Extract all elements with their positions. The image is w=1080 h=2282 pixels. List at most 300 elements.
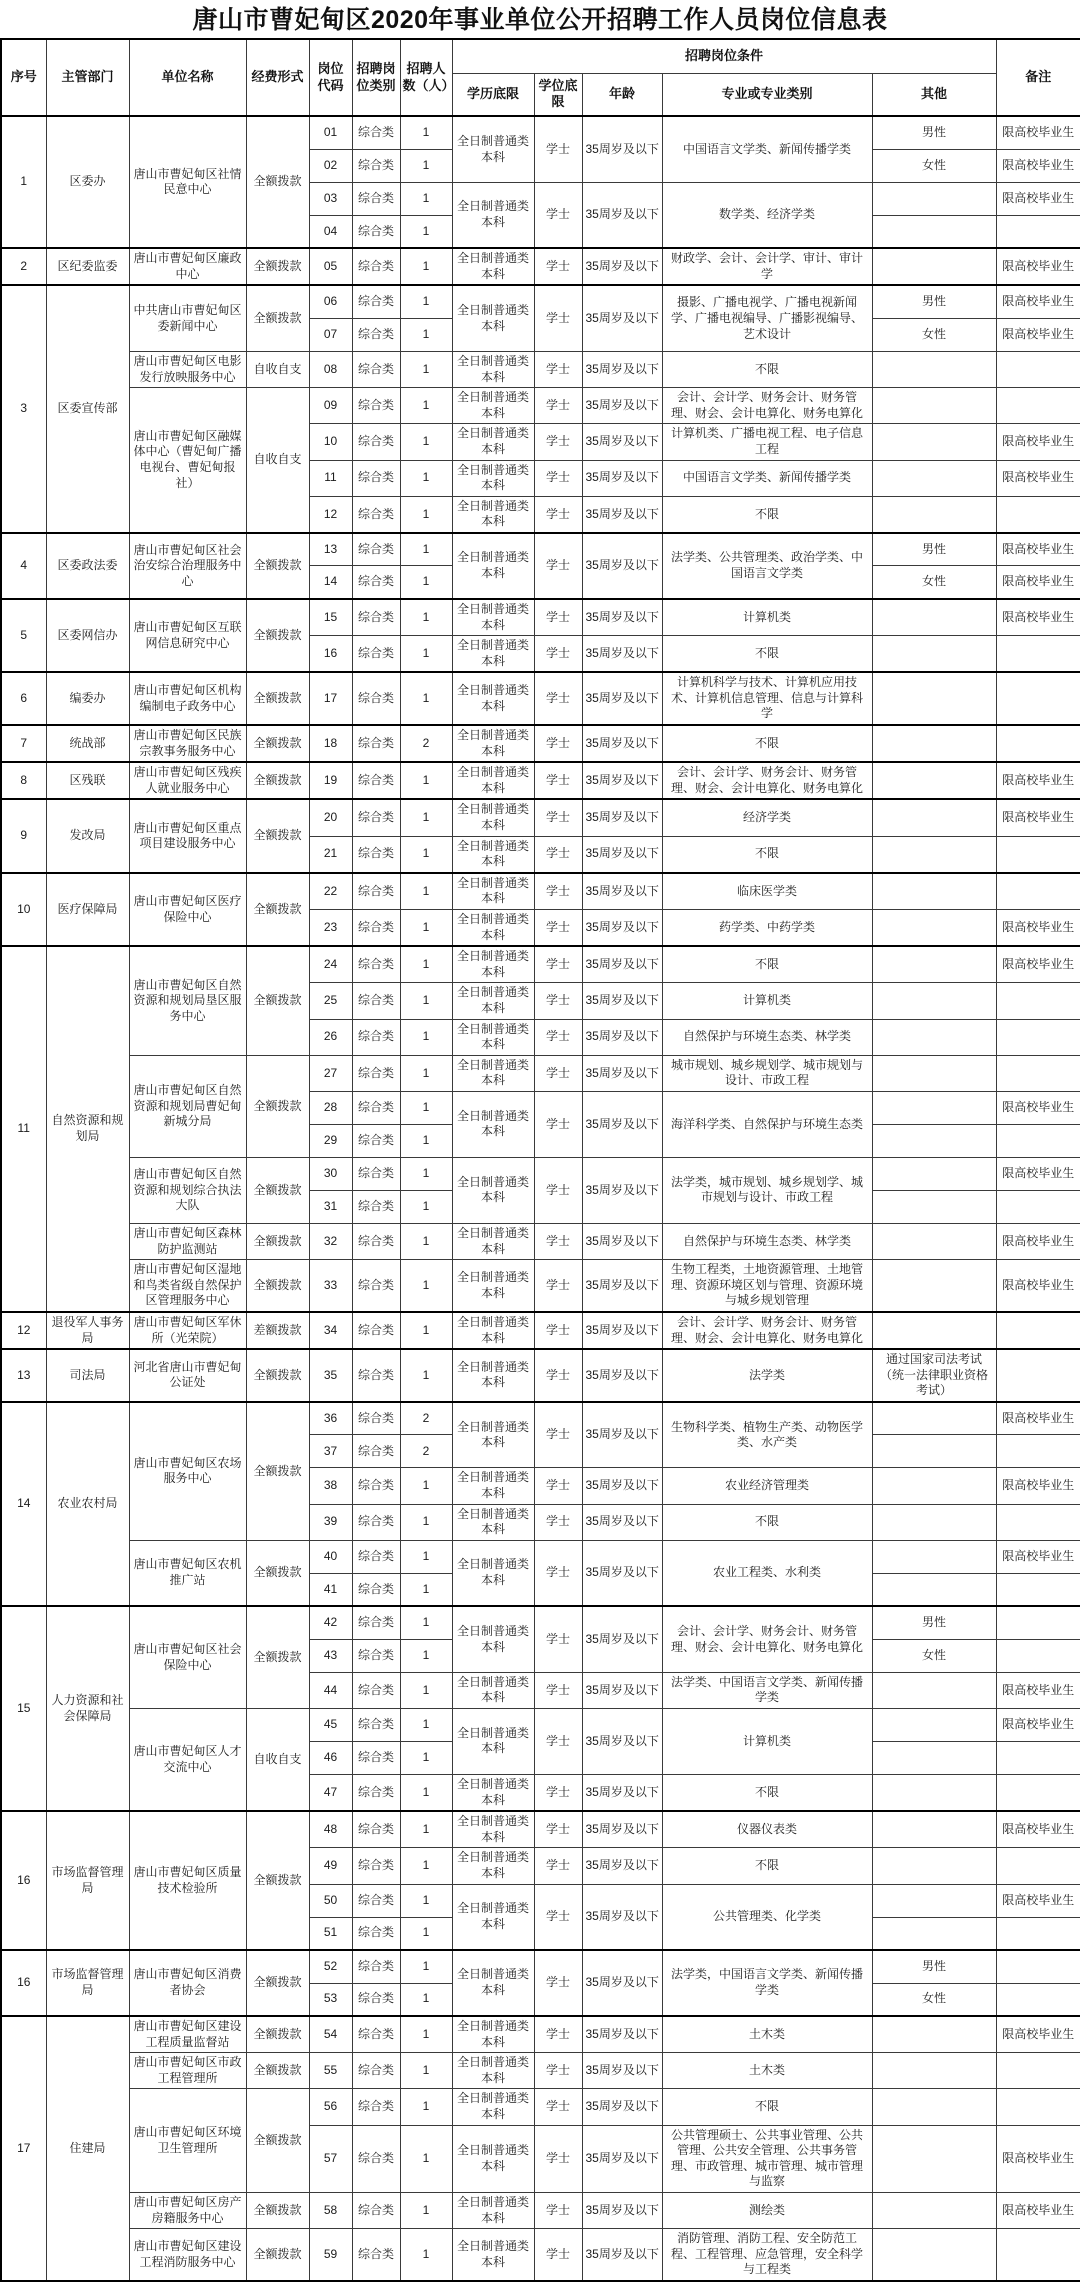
cell-code: 30 [309, 1157, 352, 1190]
cell-unit: 唐山市曹妃甸区湿地和鸟类省级自然保护区管理服务中心 [129, 1260, 246, 1312]
cell-no: 17 [1, 2016, 46, 2281]
cell-no: 8 [1, 762, 46, 799]
cell-other: 女性 [872, 1639, 996, 1672]
position-row [1, 672, 1080, 725]
cell-code: 06 [309, 285, 352, 318]
cell-remark: 限高校毕业生 [996, 1223, 1080, 1259]
cell-remark [996, 1639, 1080, 1672]
cell-other [872, 2016, 996, 2053]
header-dept: 主管部门 [46, 39, 129, 116]
cell-category: 综合类 [352, 1312, 400, 1349]
cell-unit: 唐山市曹妃甸区建设工程质量监督站 [129, 2016, 246, 2053]
cell-code: 32 [309, 1223, 352, 1259]
cell-degree: 学士 [534, 946, 582, 983]
cell-funding: 全额拨款 [246, 116, 309, 248]
cell-remark [996, 2053, 1080, 2089]
cell-degree: 学士 [534, 533, 582, 599]
cell-count: 1 [400, 1091, 452, 1124]
cell-count: 1 [400, 1573, 452, 1606]
cell-degree: 学士 [534, 1504, 582, 1540]
cell-code: 07 [309, 318, 352, 351]
cell-degree: 学士 [534, 1468, 582, 1504]
cell-count: 1 [400, 1312, 452, 1349]
cell-category: 综合类 [352, 1811, 400, 1848]
cell-funding: 全额拨款 [246, 1349, 309, 1402]
cell-count: 1 [400, 836, 452, 873]
cell-other [872, 762, 996, 799]
cell-other [872, 1402, 996, 1435]
cell-degree: 学士 [534, 2125, 582, 2192]
cell-code: 46 [309, 1741, 352, 1774]
cell-dept: 发改局 [46, 799, 129, 872]
cell-code: 08 [309, 351, 352, 387]
cell-remark [996, 1983, 1080, 2016]
cell-category: 综合类 [352, 1435, 400, 1468]
cell-degree: 学士 [534, 285, 582, 351]
cell-degree: 学士 [534, 1312, 582, 1349]
cell-code: 02 [309, 149, 352, 182]
cell-category: 综合类 [352, 1573, 400, 1606]
cell-edu: 全日制普通类本科 [452, 388, 534, 424]
position-row [1, 1950, 1080, 1983]
cell-count: 1 [400, 215, 452, 248]
cell-degree: 学士 [534, 836, 582, 873]
cell-degree: 学士 [534, 2053, 582, 2089]
cell-count: 1 [400, 1157, 452, 1190]
cell-major: 会计、会计学、财务会计、财务管理、财会、会计电算化、财务电算化 [662, 762, 872, 799]
cell-dept: 市场监督管理局 [46, 1811, 129, 1950]
cell-edu: 全日制普通类本科 [452, 1468, 534, 1504]
cell-major: 测绘类 [662, 2192, 872, 2228]
cell-unit: 唐山市曹妃甸区电影发行放映服务中心 [129, 351, 246, 387]
cell-count: 1 [400, 1917, 452, 1950]
cell-code: 31 [309, 1190, 352, 1223]
cell-funding: 全额拨款 [246, 2016, 309, 2053]
cell-edu: 全日制普通类本科 [452, 424, 534, 460]
cell-other [872, 672, 996, 725]
cell-code: 26 [309, 1019, 352, 1055]
cell-remark: 限高校毕业生 [996, 946, 1080, 983]
cell-degree: 学士 [534, 1402, 582, 1468]
cell-degree: 学士 [534, 725, 582, 762]
cell-edu: 全日制普通类本科 [452, 248, 534, 285]
cell-degree: 学士 [534, 1811, 582, 1848]
cell-count: 1 [400, 873, 452, 910]
cell-code: 05 [309, 248, 352, 285]
header-edu: 学历底限 [452, 73, 534, 116]
header-conditions: 招聘岗位条件 [452, 39, 996, 73]
cell-edu: 全日制普通类本科 [452, 351, 534, 387]
cell-remark [996, 2229, 1080, 2281]
cell-remark: 限高校毕业生 [996, 116, 1080, 149]
cell-category: 综合类 [352, 388, 400, 424]
cell-category: 综合类 [352, 2192, 400, 2228]
cell-edu: 全日制普通类本科 [452, 2089, 534, 2125]
header-no: 序号 [1, 39, 46, 116]
position-row [1, 1811, 1080, 1848]
cell-category: 综合类 [352, 762, 400, 799]
cell-no: 5 [1, 599, 46, 672]
cell-code: 58 [309, 2192, 352, 2228]
cell-code: 36 [309, 1402, 352, 1435]
cell-remark [996, 725, 1080, 762]
cell-major: 不限 [662, 1504, 872, 1540]
cell-major: 土木类 [662, 2053, 872, 2089]
cell-count: 1 [400, 2229, 452, 2281]
position-row [1, 762, 1080, 799]
cell-other [872, 910, 996, 947]
cell-category: 综合类 [352, 1091, 400, 1124]
cell-category: 综合类 [352, 1741, 400, 1774]
cell-edu: 全日制普通类本科 [452, 762, 534, 799]
cell-edu: 全日制普通类本科 [452, 2125, 534, 2192]
cell-dept: 司法局 [46, 1349, 129, 1402]
cell-degree: 学士 [534, 636, 582, 673]
cell-age: 35周岁及以下 [582, 1157, 662, 1223]
cell-unit: 唐山市曹妃甸区自然资源和规划综合执法大队 [129, 1157, 246, 1223]
cell-edu: 全日制普通类本科 [452, 636, 534, 673]
position-row [1, 725, 1080, 762]
cell-no: 9 [1, 799, 46, 872]
cell-category: 综合类 [352, 1917, 400, 1950]
position-row [1, 248, 1080, 285]
cell-count: 1 [400, 533, 452, 566]
cell-category: 综合类 [352, 1848, 400, 1884]
cell-edu: 全日制普通类本科 [452, 285, 534, 351]
cell-age: 35周岁及以下 [582, 1950, 662, 2016]
cell-age: 35周岁及以下 [582, 672, 662, 725]
cell-category: 综合类 [352, 910, 400, 947]
cell-degree: 学士 [534, 116, 582, 182]
cell-count: 2 [400, 1402, 452, 1435]
cell-funding: 自收自支 [246, 388, 309, 533]
cell-category: 综合类 [352, 1124, 400, 1157]
cell-other [872, 424, 996, 460]
cell-remark: 限高校毕业生 [996, 1672, 1080, 1708]
cell-code: 51 [309, 1917, 352, 1950]
cell-unit: 唐山市曹妃甸区质量技术检验所 [129, 1811, 246, 1950]
cell-code: 18 [309, 725, 352, 762]
cell-other [872, 388, 996, 424]
cell-degree: 学士 [534, 799, 582, 836]
cell-no: 13 [1, 1349, 46, 1402]
cell-other: 通过国家司法考试（统一法律职业资格考试） [872, 1349, 996, 1402]
cell-count: 1 [400, 1741, 452, 1774]
cell-major: 法学类、中国语言文学类、新闻传播学类 [662, 1672, 872, 1708]
position-row [1, 799, 1080, 836]
cell-other [872, 983, 996, 1019]
cell-unit: 唐山市曹妃甸区残疾人就业服务中心 [129, 762, 246, 799]
cell-code: 33 [309, 1260, 352, 1312]
cell-major: 不限 [662, 496, 872, 533]
cell-remark [996, 1504, 1080, 1540]
cell-age: 35周岁及以下 [582, 285, 662, 351]
cell-code: 49 [309, 1848, 352, 1884]
cell-degree: 学士 [534, 1884, 582, 1950]
cell-category: 综合类 [352, 215, 400, 248]
cell-remark: 限高校毕业生 [996, 248, 1080, 285]
cell-remark: 限高校毕业生 [996, 2192, 1080, 2228]
cell-age: 35周岁及以下 [582, 1774, 662, 1811]
cell-major: 计算机类 [662, 1708, 872, 1774]
cell-count: 1 [400, 636, 452, 673]
cell-code: 29 [309, 1124, 352, 1157]
cell-count: 1 [400, 1468, 452, 1504]
cell-other [872, 1848, 996, 1884]
cell-category: 综合类 [352, 533, 400, 566]
cell-degree: 学士 [534, 2192, 582, 2228]
cell-other [872, 2089, 996, 2125]
cell-edu: 全日制普通类本科 [452, 1223, 534, 1259]
cell-edu: 全日制普通类本科 [452, 725, 534, 762]
cell-unit: 唐山市曹妃甸区房产房籍服务中心 [129, 2192, 246, 2228]
cell-age: 35周岁及以下 [582, 2016, 662, 2053]
cell-unit: 唐山市曹妃甸区消费者协会 [129, 1950, 246, 2016]
cell-unit: 唐山市曹妃甸区农场服务中心 [129, 1402, 246, 1540]
header-age: 年龄 [582, 73, 662, 116]
cell-age: 35周岁及以下 [582, 1468, 662, 1504]
cell-category: 综合类 [352, 2125, 400, 2192]
cell-category: 综合类 [352, 1055, 400, 1091]
cell-major: 不限 [662, 946, 872, 983]
cell-remark: 限高校毕业生 [996, 566, 1080, 599]
cell-funding: 自收自支 [246, 1708, 309, 1811]
cell-count: 1 [400, 1190, 452, 1223]
header-code: 岗位代码 [309, 39, 352, 116]
cell-major: 不限 [662, 725, 872, 762]
cell-code: 54 [309, 2016, 352, 2053]
cell-edu: 全日制普通类本科 [452, 2053, 534, 2089]
cell-other: 女性 [872, 566, 996, 599]
cell-unit: 唐山市曹妃甸区融媒体中心（曹妃甸广播电视台、曹妃甸报社） [129, 388, 246, 533]
recruitment-table [0, 38, 1080, 2282]
cell-age: 35周岁及以下 [582, 725, 662, 762]
header-unit: 单位名称 [129, 39, 246, 116]
cell-no: 15 [1, 1606, 46, 1811]
cell-remark: 限高校毕业生 [996, 599, 1080, 636]
cell-unit: 唐山市曹妃甸区人才交流中心 [129, 1708, 246, 1811]
cell-edu: 全日制普通类本科 [452, 1811, 534, 1848]
cell-remark [996, 873, 1080, 910]
cell-code: 20 [309, 799, 352, 836]
cell-no: 11 [1, 946, 46, 1312]
cell-code: 15 [309, 599, 352, 636]
cell-edu: 全日制普通类本科 [452, 533, 534, 599]
cell-other [872, 1055, 996, 1091]
cell-count: 1 [400, 1983, 452, 2016]
cell-age: 35周岁及以下 [582, 1848, 662, 1884]
cell-other: 男性 [872, 533, 996, 566]
cell-category: 综合类 [352, 182, 400, 215]
cell-dept: 住建局 [46, 2016, 129, 2281]
cell-degree: 学士 [534, 182, 582, 248]
cell-other [872, 1091, 996, 1124]
cell-other [872, 1157, 996, 1190]
cell-major: 自然保护与环境生态类、林学类 [662, 1019, 872, 1055]
position-row [1, 1708, 1080, 1741]
table-body [1, 116, 1080, 2281]
cell-major: 海洋科学类、自然保护与环境生态类 [662, 1091, 872, 1157]
cell-age: 35周岁及以下 [582, 1312, 662, 1349]
cell-count: 1 [400, 182, 452, 215]
cell-remark: 限高校毕业生 [996, 1402, 1080, 1435]
cell-funding: 全额拨款 [246, 725, 309, 762]
cell-remark: 限高校毕业生 [996, 1540, 1080, 1573]
cell-code: 12 [309, 496, 352, 533]
cell-remark [996, 215, 1080, 248]
cell-remark [996, 672, 1080, 725]
cell-category: 综合类 [352, 424, 400, 460]
cell-other [872, 460, 996, 496]
cell-degree: 学士 [534, 983, 582, 1019]
cell-category: 综合类 [352, 1774, 400, 1811]
cell-count: 1 [400, 672, 452, 725]
cell-code: 47 [309, 1774, 352, 1811]
cell-major: 不限 [662, 1848, 872, 1884]
cell-degree: 学士 [534, 248, 582, 285]
cell-remark [996, 1349, 1080, 1402]
cell-remark [996, 983, 1080, 1019]
cell-code: 10 [309, 424, 352, 460]
cell-funding: 全额拨款 [246, 1606, 309, 1708]
cell-age: 35周岁及以下 [582, 496, 662, 533]
cell-no: 14 [1, 1402, 46, 1606]
cell-count: 1 [400, 1223, 452, 1259]
cell-age: 35周岁及以下 [582, 1091, 662, 1157]
cell-other [872, 873, 996, 910]
cell-other [872, 1741, 996, 1774]
cell-major: 不限 [662, 1774, 872, 1811]
cell-category: 综合类 [352, 2016, 400, 2053]
cell-category: 综合类 [352, 799, 400, 836]
cell-count: 1 [400, 566, 452, 599]
cell-count: 1 [400, 1708, 452, 1741]
header-category: 招聘岗位类别 [352, 39, 400, 116]
cell-degree: 学士 [534, 1157, 582, 1223]
cell-category: 综合类 [352, 983, 400, 1019]
cell-count: 1 [400, 2016, 452, 2053]
cell-major: 不限 [662, 2089, 872, 2125]
cell-remark [996, 1055, 1080, 1091]
cell-age: 35周岁及以下 [582, 1504, 662, 1540]
cell-count: 2 [400, 1435, 452, 1468]
cell-count: 1 [400, 1774, 452, 1811]
cell-funding: 全额拨款 [246, 1950, 309, 2016]
cell-category: 综合类 [352, 2089, 400, 2125]
cell-age: 35周岁及以下 [582, 2192, 662, 2228]
cell-major: 法学类、公共管理类、政治学类、中国语言文学类 [662, 533, 872, 599]
cell-code: 39 [309, 1504, 352, 1540]
cell-dept: 区委办 [46, 116, 129, 248]
cell-remark [996, 1774, 1080, 1811]
cell-age: 35周岁及以下 [582, 910, 662, 947]
cell-remark: 限高校毕业生 [996, 1157, 1080, 1190]
cell-degree: 学士 [534, 1848, 582, 1884]
cell-degree: 学士 [534, 1950, 582, 2016]
cell-edu: 全日制普通类本科 [452, 1260, 534, 1312]
cell-other [872, 1223, 996, 1259]
cell-degree: 学士 [534, 1606, 582, 1672]
position-row [1, 1540, 1080, 1573]
cell-dept: 医疗保障局 [46, 873, 129, 946]
cell-remark: 限高校毕业生 [996, 799, 1080, 836]
cell-major: 经济学类 [662, 799, 872, 836]
cell-code: 23 [309, 910, 352, 947]
cell-other [872, 1190, 996, 1223]
cell-age: 35周岁及以下 [582, 388, 662, 424]
cell-code: 38 [309, 1468, 352, 1504]
cell-code: 37 [309, 1435, 352, 1468]
cell-category: 综合类 [352, 1349, 400, 1402]
cell-category: 综合类 [352, 248, 400, 285]
cell-remark: 限高校毕业生 [996, 762, 1080, 799]
cell-remark: 限高校毕业生 [996, 1468, 1080, 1504]
cell-other [872, 1540, 996, 1573]
cell-unit: 唐山市曹妃甸区市政工程管理所 [129, 2053, 246, 2089]
cell-age: 35周岁及以下 [582, 1019, 662, 1055]
cell-major: 计算机科学与技术、计算机应用技术、计算机信息管理、信息与计算科学 [662, 672, 872, 725]
cell-edu: 全日制普通类本科 [452, 182, 534, 248]
cell-remark: 限高校毕业生 [996, 149, 1080, 182]
cell-age: 35周岁及以下 [582, 1708, 662, 1774]
cell-other [872, 1435, 996, 1468]
cell-count: 1 [400, 1019, 452, 1055]
cell-code: 14 [309, 566, 352, 599]
cell-other [872, 1708, 996, 1741]
cell-funding: 全额拨款 [246, 946, 309, 1055]
cell-major: 数学类、经济学类 [662, 182, 872, 248]
position-row [1, 2089, 1080, 2125]
cell-edu: 全日制普通类本科 [452, 1708, 534, 1774]
cell-age: 35周岁及以下 [582, 1540, 662, 1606]
position-row [1, 1606, 1080, 1639]
cell-category: 综合类 [352, 1019, 400, 1055]
cell-unit: 唐山市曹妃甸区自然资源和规划局曹妃甸新城分局 [129, 1055, 246, 1157]
cell-remark [996, 1606, 1080, 1639]
cell-code: 16 [309, 636, 352, 673]
cell-edu: 全日制普通类本科 [452, 1402, 534, 1468]
cell-funding: 全额拨款 [246, 1811, 309, 1950]
cell-degree: 学士 [534, 388, 582, 424]
cell-category: 综合类 [352, 116, 400, 149]
cell-degree: 学士 [534, 351, 582, 387]
cell-count: 1 [400, 1639, 452, 1672]
cell-dept: 区委宣传部 [46, 285, 129, 532]
position-row [1, 1055, 1080, 1091]
cell-code: 22 [309, 873, 352, 910]
cell-dept: 区纪委监委 [46, 248, 129, 285]
cell-remark [996, 1848, 1080, 1884]
cell-count: 2 [400, 725, 452, 762]
cell-edu: 全日制普通类本科 [452, 599, 534, 636]
cell-degree: 学士 [534, 672, 582, 725]
cell-code: 21 [309, 836, 352, 873]
cell-code: 27 [309, 1055, 352, 1091]
cell-other [872, 799, 996, 836]
cell-degree: 学士 [534, 1774, 582, 1811]
cell-other [872, 182, 996, 215]
cell-degree: 学士 [534, 1349, 582, 1402]
cell-edu: 全日制普通类本科 [452, 1606, 534, 1672]
cell-degree: 学士 [534, 496, 582, 533]
cell-code: 57 [309, 2125, 352, 2192]
cell-remark [996, 1124, 1080, 1157]
cell-category: 综合类 [352, 1190, 400, 1223]
cell-age: 35周岁及以下 [582, 460, 662, 496]
cell-edu: 全日制普通类本科 [452, 1884, 534, 1950]
cell-category: 综合类 [352, 1606, 400, 1639]
cell-unit: 唐山市曹妃甸区社情民意中心 [129, 116, 246, 248]
